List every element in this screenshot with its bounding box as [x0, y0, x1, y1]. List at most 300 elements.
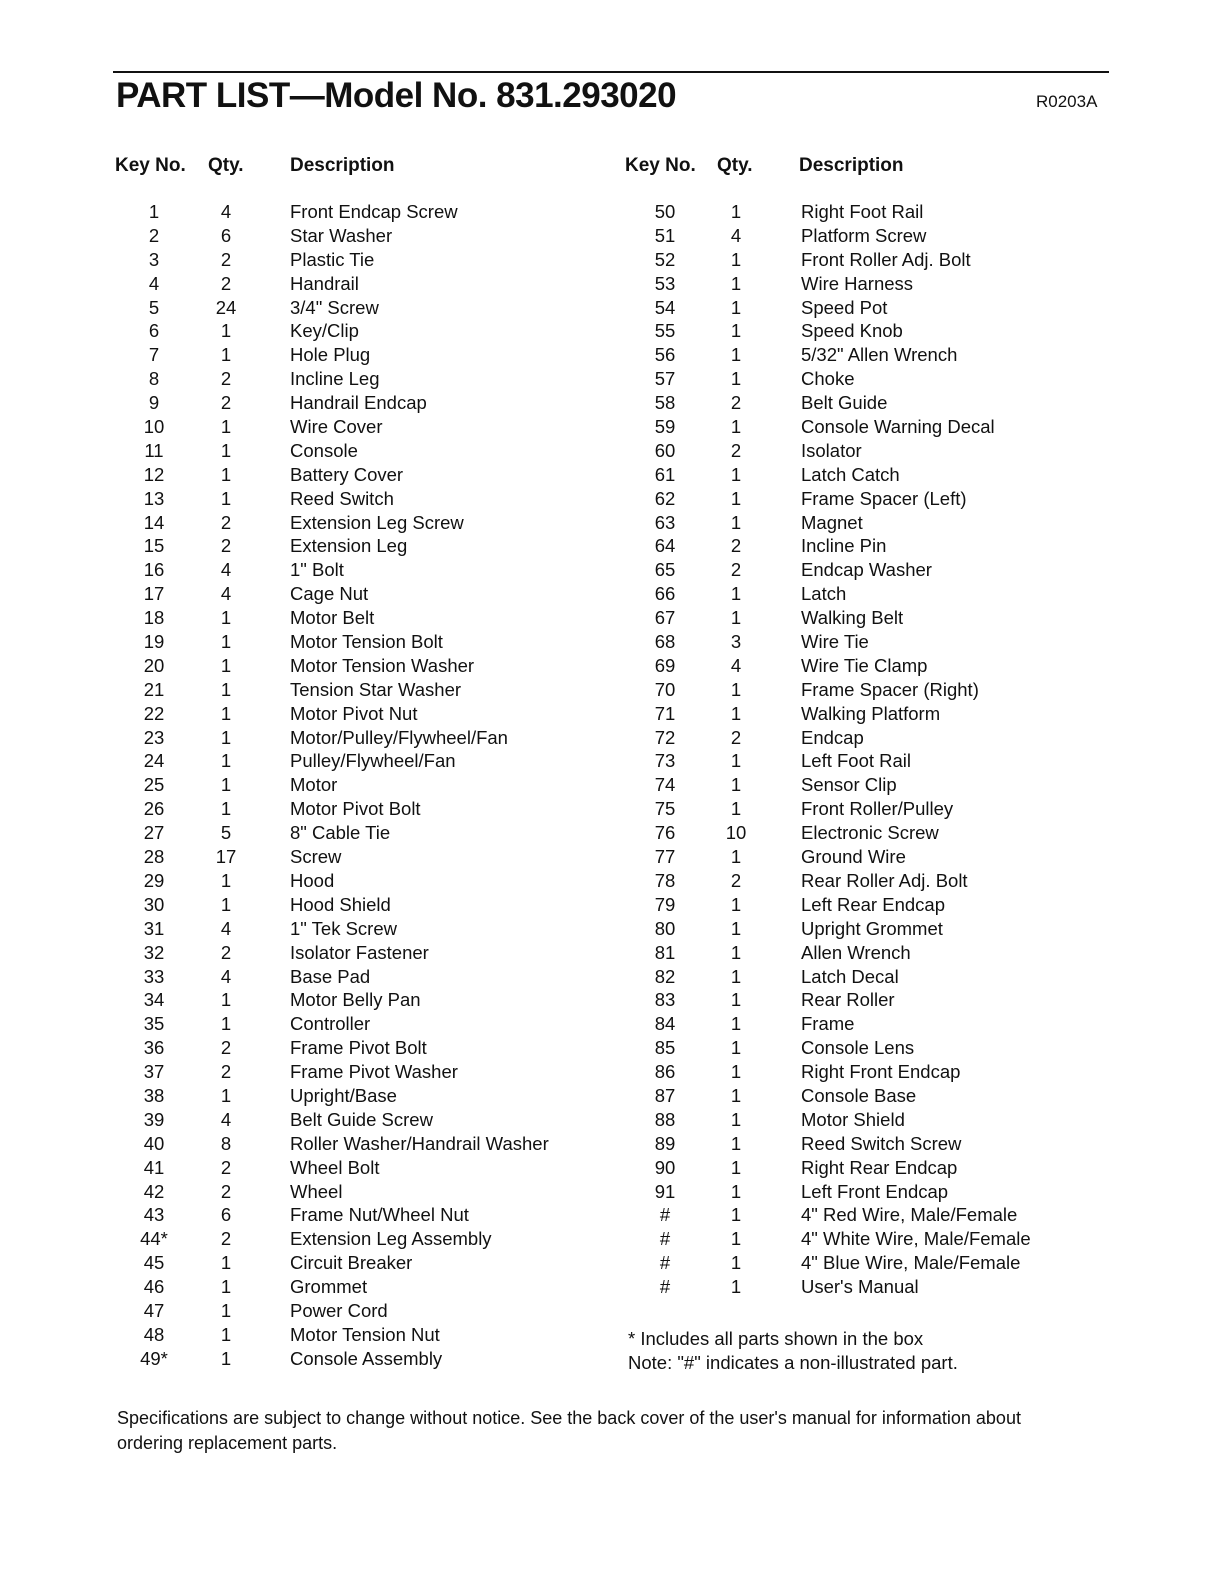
part-qty: 1 — [220, 726, 232, 748]
part-qty: 1 — [730, 463, 742, 485]
part-key-no: 86 — [654, 1061, 676, 1083]
part-key-no: 1 — [148, 201, 160, 222]
part-row — [113, 1109, 603, 1133]
part-row — [623, 1276, 1093, 1300]
part-row — [113, 1252, 603, 1276]
part-key-no: 81 — [654, 941, 676, 963]
part-qty: 1 — [220, 654, 232, 676]
part-description: Cage Nut — [290, 583, 369, 605]
part-row — [623, 727, 1093, 751]
part-key-no: 24 — [143, 750, 165, 772]
part-qty: 1 — [220, 798, 232, 820]
part-description: Right Front Endcap — [801, 1061, 961, 1083]
part-description: Latch Decal — [801, 965, 899, 987]
part-key-no: 25 — [143, 774, 165, 796]
part-key-no: 47 — [143, 1299, 165, 1321]
part-row — [113, 583, 603, 607]
part-description: Wheel — [290, 1180, 343, 1202]
part-qty: 17 — [215, 846, 237, 868]
part-qty: 2 — [220, 1037, 232, 1059]
non-illustrated-note: Note: "#" indicates a non-illustrated part. — [628, 1352, 958, 1373]
part-row — [623, 1157, 1093, 1181]
includes-note: * Includes all parts shown in the box — [628, 1328, 924, 1349]
part-qty: 1 — [730, 487, 742, 509]
part-row — [113, 1348, 603, 1372]
part-key-no: # — [659, 1204, 671, 1226]
part-description: Allen Wrench — [801, 941, 911, 963]
part-key-no: 64 — [654, 535, 676, 557]
part-row — [113, 679, 603, 703]
part-row — [113, 1324, 603, 1348]
part-row — [623, 464, 1093, 488]
part-key-no: 67 — [654, 607, 676, 629]
part-row — [623, 989, 1093, 1013]
part-key-no: 57 — [654, 368, 676, 390]
part-description: Left Front Endcap — [801, 1180, 949, 1202]
part-key-no: 88 — [654, 1108, 676, 1130]
part-qty: 1 — [220, 774, 232, 796]
part-key-no: 4 — [148, 272, 160, 294]
part-key-no: 53 — [654, 272, 676, 294]
part-row — [113, 440, 603, 464]
part-qty: 1 — [220, 1299, 232, 1321]
part-row — [113, 1133, 603, 1157]
part-row — [623, 1109, 1093, 1133]
part-row — [623, 583, 1093, 607]
parts-list-left — [113, 201, 603, 1372]
part-row — [623, 1013, 1093, 1037]
part-description: Magnet — [801, 511, 863, 533]
description-header: Description — [290, 155, 395, 176]
part-qty: 1 — [730, 1276, 742, 1298]
part-qty: 1 — [220, 344, 232, 366]
part-description: Hole Plug — [290, 344, 371, 366]
part-qty: 6 — [220, 224, 232, 246]
part-qty: 1 — [220, 416, 232, 438]
part-qty: 2 — [730, 869, 742, 891]
part-qty: 1 — [220, 989, 232, 1011]
part-row — [623, 894, 1093, 918]
part-row — [623, 225, 1093, 249]
part-qty: 1 — [730, 511, 742, 533]
part-key-no: 74 — [654, 774, 676, 796]
part-row — [623, 822, 1093, 846]
part-description: Battery Cover — [290, 463, 404, 485]
part-description: Left Rear Endcap — [801, 893, 945, 915]
part-key-no: 13 — [143, 487, 165, 509]
part-row — [113, 1037, 603, 1061]
part-key-no: 75 — [654, 798, 676, 820]
part-description: Ground Wire — [801, 846, 906, 868]
part-row — [113, 1013, 603, 1037]
part-qty: 1 — [220, 1013, 232, 1035]
part-qty: 2 — [220, 1156, 232, 1178]
part-qty: 1 — [730, 344, 742, 366]
part-row — [113, 1061, 603, 1085]
part-description: Front Roller/Pulley — [801, 798, 954, 820]
part-description: Right Foot Rail — [801, 201, 924, 222]
part-key-no: 59 — [654, 416, 676, 438]
part-description: Motor Pivot Nut — [290, 702, 418, 724]
part-row — [623, 655, 1093, 679]
part-description: Isolator — [801, 439, 862, 461]
part-key-no: 76 — [654, 822, 676, 844]
part-description: Wire Tie Clamp — [801, 654, 928, 676]
part-qty: 1 — [220, 487, 232, 509]
part-description: Frame Nut/Wheel Nut — [290, 1204, 469, 1226]
part-row — [113, 368, 603, 392]
part-qty: 1 — [730, 1108, 742, 1130]
part-key-no: 27 — [143, 822, 165, 844]
part-qty: 1 — [730, 1180, 742, 1202]
notes — [628, 1327, 958, 1375]
part-qty: 1 — [220, 631, 232, 653]
part-description: Base Pad — [290, 965, 371, 987]
part-row — [623, 1252, 1093, 1276]
part-qty: 4 — [730, 224, 742, 246]
part-qty: 2 — [220, 248, 232, 270]
part-row — [113, 464, 603, 488]
part-key-no: 83 — [654, 989, 676, 1011]
part-description: 1" Tek Screw — [290, 917, 397, 939]
part-description: Plastic Tie — [290, 248, 375, 270]
part-key-no: 55 — [654, 320, 676, 342]
part-description: Motor Shield — [801, 1108, 905, 1130]
part-description: Console Base — [801, 1084, 917, 1106]
key-no-header: Key No. — [115, 155, 186, 176]
part-description: Wire Harness — [801, 272, 914, 294]
part-key-no: 89 — [654, 1132, 676, 1154]
part-qty: 2 — [220, 941, 232, 963]
part-row — [113, 894, 603, 918]
part-description: Grommet — [290, 1276, 368, 1298]
part-qty: 1 — [220, 463, 232, 485]
part-key-no: 21 — [143, 678, 165, 700]
part-row — [113, 1157, 603, 1181]
part-description: Frame — [801, 1013, 855, 1035]
part-row — [113, 870, 603, 894]
part-row — [623, 1037, 1093, 1061]
part-qty: 1 — [730, 320, 742, 342]
part-key-no: 79 — [654, 893, 676, 915]
part-qty: 1 — [730, 893, 742, 915]
part-row — [113, 1181, 603, 1205]
part-key-no: 18 — [143, 607, 165, 629]
part-description: Hood Shield — [290, 893, 391, 915]
part-description: Extension Leg Screw — [290, 511, 464, 533]
part-key-no: 41 — [143, 1156, 165, 1178]
part-description: Front Endcap Screw — [290, 201, 458, 222]
part-description: Motor — [290, 774, 338, 796]
part-qty: 2 — [220, 392, 232, 414]
part-qty: 1 — [730, 1132, 742, 1154]
part-qty: 2 — [730, 392, 742, 414]
part-key-no: 40 — [143, 1132, 165, 1154]
part-key-no: 42 — [143, 1180, 165, 1202]
part-key-no: 3 — [148, 248, 160, 270]
part-key-no: 52 — [654, 248, 676, 270]
part-row — [113, 344, 603, 368]
part-key-no: 5 — [148, 296, 160, 318]
part-qty: 1 — [730, 1037, 742, 1059]
part-key-no: 84 — [654, 1013, 676, 1035]
part-description: Right Rear Endcap — [801, 1156, 958, 1178]
part-key-no: 28 — [143, 846, 165, 868]
part-qty: 1 — [730, 272, 742, 294]
part-description: Endcap Washer — [801, 559, 932, 581]
page-title: PART LIST—Model No. 831.293020 — [116, 76, 677, 115]
description-header: Description — [799, 155, 904, 176]
part-row — [623, 368, 1093, 392]
column-headers-right — [623, 151, 1093, 201]
part-row — [113, 201, 603, 225]
part-description: Front Roller Adj. Bolt — [801, 248, 971, 270]
part-description: 5/32" Allen Wrench — [801, 344, 958, 366]
part-description: Power Cord — [290, 1299, 388, 1321]
part-row — [623, 392, 1093, 416]
part-key-no: 82 — [654, 965, 676, 987]
part-description: Frame Pivot Bolt — [290, 1037, 427, 1059]
part-qty: 1 — [730, 989, 742, 1011]
part-row — [113, 631, 603, 655]
part-description: Tension Star Washer — [290, 678, 462, 700]
part-qty: 1 — [730, 846, 742, 868]
qty-header: Qty. — [717, 155, 753, 176]
part-row — [623, 297, 1093, 321]
part-qty: 1 — [730, 1204, 742, 1226]
part-description: Rear Roller Adj. Bolt — [801, 869, 968, 891]
part-key-no: 10 — [143, 416, 165, 438]
header-rule — [113, 71, 1109, 73]
part-row — [623, 607, 1093, 631]
part-qty: 2 — [220, 1228, 232, 1250]
part-row — [623, 416, 1093, 440]
part-key-no: 30 — [143, 893, 165, 915]
part-key-no: 8 — [148, 368, 160, 390]
part-description: Star Washer — [290, 224, 393, 246]
part-qty: 1 — [730, 1156, 742, 1178]
part-key-no: 39 — [143, 1108, 165, 1130]
part-row — [623, 942, 1093, 966]
part-qty: 1 — [730, 248, 742, 270]
part-key-no: 68 — [654, 631, 676, 653]
part-key-no: # — [659, 1276, 671, 1298]
part-qty: 1 — [730, 917, 742, 939]
part-qty: 1 — [730, 774, 742, 796]
part-qty: 1 — [730, 941, 742, 963]
part-row — [623, 201, 1093, 225]
part-qty: 2 — [730, 535, 742, 557]
part-key-no: 51 — [654, 224, 676, 246]
part-qty: 1 — [730, 201, 742, 222]
part-description: User's Manual — [801, 1276, 919, 1298]
part-key-no: 36 — [143, 1037, 165, 1059]
part-row — [623, 631, 1093, 655]
part-qty: 1 — [220, 678, 232, 700]
part-row — [113, 1085, 603, 1109]
part-description: Wheel Bolt — [290, 1156, 380, 1178]
part-description: Upright Grommet — [801, 917, 943, 939]
part-description: Speed Pot — [801, 296, 888, 318]
qty-header: Qty. — [208, 155, 244, 176]
part-row — [623, 774, 1093, 798]
part-row — [623, 966, 1093, 990]
part-key-no: 16 — [143, 559, 165, 581]
part-row — [113, 1228, 603, 1252]
part-qty: 1 — [220, 439, 232, 461]
part-row — [623, 846, 1093, 870]
document-code: R0203A — [1036, 92, 1098, 111]
part-row — [623, 1181, 1093, 1205]
part-key-no: 87 — [654, 1084, 676, 1106]
part-qty: 4 — [220, 917, 232, 939]
part-qty: 2 — [220, 1061, 232, 1083]
part-qty: 2 — [220, 535, 232, 557]
part-qty: 1 — [730, 750, 742, 772]
part-description: Console — [290, 439, 358, 461]
part-qty: 1 — [730, 678, 742, 700]
part-row — [113, 225, 603, 249]
part-qty: 4 — [220, 583, 232, 605]
part-row — [113, 512, 603, 536]
part-qty: 2 — [220, 272, 232, 294]
part-row — [113, 989, 603, 1013]
part-description: Platform Screw — [801, 224, 927, 246]
part-qty: 1 — [730, 702, 742, 724]
part-qty: 4 — [220, 201, 232, 222]
part-key-no: 58 — [654, 392, 676, 414]
part-key-no: 62 — [654, 487, 676, 509]
part-row — [113, 392, 603, 416]
part-qty: 24 — [215, 296, 237, 318]
part-row — [113, 249, 603, 273]
part-description: 4" Blue Wire, Male/Female — [801, 1252, 1021, 1274]
part-description: Extension Leg — [290, 535, 408, 557]
part-description: Motor Tension Bolt — [290, 631, 443, 653]
part-key-no: 14 — [143, 511, 165, 533]
part-description: 8" Cable Tie — [290, 822, 391, 844]
part-qty: 1 — [730, 583, 742, 605]
part-qty: 1 — [730, 1061, 742, 1083]
part-description: Isolator Fastener — [290, 941, 429, 963]
part-key-no: 65 — [654, 559, 676, 581]
part-description: Console Assembly — [290, 1347, 443, 1369]
part-key-no: 49* — [140, 1347, 168, 1369]
part-description: Motor Tension Nut — [290, 1323, 440, 1345]
part-description: Controller — [290, 1013, 371, 1035]
part-row — [623, 344, 1093, 368]
part-row — [623, 750, 1093, 774]
part-key-no: 19 — [143, 631, 165, 653]
part-description: 4" Red Wire, Male/Female — [801, 1204, 1018, 1226]
part-key-no: 43 — [143, 1204, 165, 1226]
part-description: 4" White Wire, Male/Female — [801, 1228, 1031, 1250]
part-key-no: 85 — [654, 1037, 676, 1059]
part-row — [623, 249, 1093, 273]
part-qty: 4 — [220, 965, 232, 987]
part-qty: 1 — [730, 416, 742, 438]
part-description: Frame Pivot Washer — [290, 1061, 458, 1083]
part-qty: 1 — [220, 869, 232, 891]
part-key-no: 23 — [143, 726, 165, 748]
part-description: Belt Guide — [801, 392, 888, 414]
part-qty: 1 — [220, 320, 232, 342]
part-row — [113, 846, 603, 870]
part-key-no: 66 — [654, 583, 676, 605]
part-qty: 1 — [220, 702, 232, 724]
part-key-no: 73 — [654, 750, 676, 772]
part-description: Incline Pin — [801, 535, 887, 557]
part-key-no: 91 — [654, 1180, 676, 1202]
part-description: Frame Spacer (Left) — [801, 487, 967, 509]
part-description: Console Warning Decal — [801, 416, 995, 438]
part-key-no: 70 — [654, 678, 676, 700]
part-qty: 1 — [220, 1252, 232, 1274]
part-qty: 6 — [220, 1204, 232, 1226]
part-row — [623, 679, 1093, 703]
part-description: Rear Roller — [801, 989, 895, 1011]
part-row — [113, 1276, 603, 1300]
part-qty: 2 — [220, 511, 232, 533]
part-qty: 2 — [730, 726, 742, 748]
part-row — [623, 1228, 1093, 1252]
part-description: Handrail — [290, 272, 359, 294]
part-description: Motor/Pulley/Flywheel/Fan — [290, 726, 508, 748]
part-qty: 2 — [730, 439, 742, 461]
part-key-no: 60 — [654, 439, 676, 461]
part-key-no: 20 — [143, 654, 165, 676]
part-description: Reed Switch Screw — [801, 1132, 962, 1154]
part-row — [113, 822, 603, 846]
part-description: Extension Leg Assembly — [290, 1228, 492, 1250]
part-row — [623, 703, 1093, 727]
part-row — [623, 1204, 1093, 1228]
part-key-no: 46 — [143, 1276, 165, 1298]
part-row — [623, 1133, 1093, 1157]
part-qty: 1 — [730, 798, 742, 820]
part-row — [113, 703, 603, 727]
part-description: Pulley/Flywheel/Fan — [290, 750, 456, 772]
part-qty: 2 — [220, 368, 232, 390]
part-key-no: 90 — [654, 1156, 676, 1178]
part-description: Incline Leg — [290, 368, 380, 390]
part-qty: 1 — [220, 1084, 232, 1106]
part-description: Screw — [290, 846, 342, 868]
part-description: Circuit Breaker — [290, 1252, 413, 1274]
part-key-no: 77 — [654, 846, 676, 868]
part-description: Endcap — [801, 726, 864, 748]
part-key-no: 17 — [143, 583, 165, 605]
part-key-no: 56 — [654, 344, 676, 366]
part-description: Handrail Endcap — [290, 392, 427, 414]
part-key-no: 48 — [143, 1323, 165, 1345]
part-description: Walking Platform — [801, 702, 941, 724]
part-qty: 4 — [220, 559, 232, 581]
part-row — [623, 1061, 1093, 1085]
part-row — [113, 320, 603, 344]
part-description: Left Foot Rail — [801, 750, 912, 772]
part-description: Motor Belly Pan — [290, 989, 421, 1011]
part-description: Console Lens — [801, 1037, 915, 1059]
part-row — [623, 918, 1093, 942]
part-key-no: 72 — [654, 726, 676, 748]
part-qty: 1 — [220, 607, 232, 629]
footer-text: Specifications are subject to change without notice. See the back cover of the user's manual for information about ordering replacement parts. — [117, 1408, 1021, 1453]
part-key-no: 15 — [143, 535, 165, 557]
part-qty: 1 — [220, 1276, 232, 1298]
part-key-no: 63 — [654, 511, 676, 533]
part-row — [113, 488, 603, 512]
